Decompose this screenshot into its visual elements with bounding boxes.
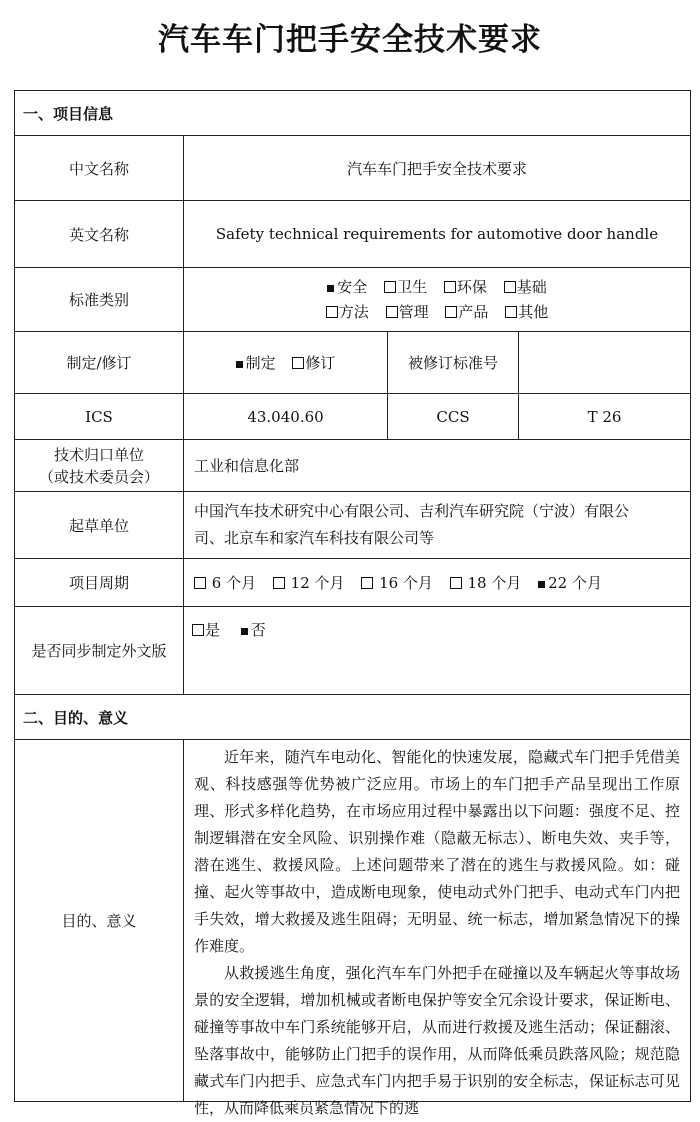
tech-unit-value: 工业和信息化部 — [184, 440, 691, 492]
project-info-table — [14, 90, 691, 1117]
cn-name-value: 汽车车门把手安全技术要求 — [184, 136, 691, 201]
std-type-option[interactable]: 其他 — [505, 300, 548, 325]
checkbox-icon — [505, 306, 517, 318]
checkbox-icon — [450, 577, 462, 589]
document-title: 汽车车门把手安全技术要求 — [158, 22, 542, 58]
checked-mark — [538, 581, 545, 588]
sync-options — [184, 607, 691, 695]
tech-unit-label — [15, 440, 184, 492]
drafter-value — [184, 492, 691, 559]
std-type-option[interactable]: 产品 — [445, 300, 488, 325]
std-type-option[interactable]: 方法 — [326, 300, 369, 325]
sync-option-no[interactable]: 否 — [241, 621, 266, 639]
checkbox-icon — [292, 357, 304, 369]
checkbox-icon — [445, 306, 457, 318]
ics-label: ICS — [15, 394, 184, 440]
checkbox-icon — [326, 306, 338, 318]
checkbox-icon — [192, 624, 204, 636]
checked-mark — [236, 361, 243, 368]
revise-label: 制定/修订 — [15, 332, 184, 394]
period-option[interactable]: 16 个月 — [361, 572, 433, 593]
purpose-label: 目的、意义 — [15, 740, 184, 1102]
purpose-paragraph-2: 从救援逃生角度，强化汽车车门外把手在碰撞以及车辆起火等事故场景的安全逻辑，增加机械或者断电保护等安全冗余设计要求，保证断电、碰撞等事故中车门系统能够开启，从而进行救援及逃生活动；保证翻滚、坠落事故中，能够防止门把手的误作用，从而降低乘员跌落风险；规范隐藏式车门内把手、应急式车门内把手易于识别的安全标志，保证标志可见性，从而降低乘员紧急情况下的逃 — [194, 964, 681, 1117]
cn-name-label: 中文名称 — [15, 136, 184, 201]
tech-unit-label-line1: 技术归口单位 — [53, 445, 144, 464]
en-name-value: Safety technical requirements for automotive door handle — [184, 201, 691, 268]
checkbox-icon — [194, 577, 206, 589]
revised-std-label: 被修订标准号 — [388, 332, 519, 394]
sync-label: 是否同步制定外文版 — [15, 607, 184, 695]
ccs-label: CCS — [388, 394, 519, 440]
std-type-option[interactable]: 安全 — [327, 275, 367, 300]
std-type-label: 标准类别 — [15, 268, 184, 332]
drafter-line1: 中国汽车技术研究中心有限公司、吉利汽车研究院（宁波）有限公 — [194, 502, 630, 520]
ccs-value: T 26 — [519, 394, 691, 440]
checkbox-icon — [384, 281, 396, 293]
period-option[interactable]: 6 个月 — [194, 572, 256, 593]
period-option[interactable]: 12 个月 — [273, 572, 345, 593]
purpose-paragraph-1: 近年来，随汽车电动化、智能化的快速发展，隐藏式车门把手凭借美观、科技感强等优势被广泛应用。市场上的车门把手产品呈现出工作原理、形式多样化趋势，在市场应用过程中暴露出以下问题：强度不足、控制逻辑潜在安全风险、识别操作难（隐蔽无标志）、断电失效、夹手等，潜在逃生、救援风险。上述问题带来了潜在的逃生与救援风险。如：碰撞、起火等事故中，造成断电现象，使电动式外门把手、电动式车门内把手失效，增大救援及逃生阻碍；无明显、统一标志，增加紧急情况下的操作难度。 — [194, 748, 681, 955]
std-type-option[interactable]: 卫生 — [384, 275, 427, 300]
drafter-line2: 司、北京车和家汽车科技有限公司等 — [194, 529, 435, 547]
en-name-label: 英文名称 — [15, 201, 184, 268]
checkbox-icon — [386, 306, 398, 318]
drafter-label: 起草单位 — [15, 492, 184, 559]
checkbox-icon — [273, 577, 285, 589]
std-type-options — [184, 268, 691, 332]
revised-std-value[interactable] — [519, 332, 691, 394]
period-option[interactable]: 18 个月 — [450, 572, 522, 593]
tech-unit-label-line2: （或技术委员会） — [38, 467, 159, 486]
ics-value: 43.040.60 — [184, 394, 388, 440]
checked-mark — [241, 628, 248, 635]
std-type-row1 — [184, 275, 690, 300]
period-option[interactable]: 22 个月 — [538, 572, 602, 593]
revise-options — [184, 332, 388, 394]
section-project-info: 一、项目信息 — [15, 91, 691, 136]
checkbox-icon — [504, 281, 516, 293]
std-type-row2 — [184, 300, 690, 325]
std-type-option[interactable]: 环保 — [444, 275, 487, 300]
period-label: 项目周期 — [15, 559, 184, 607]
section-purpose: 二、目的、意义 — [15, 695, 691, 740]
period-options — [184, 559, 691, 607]
revise-option-revise[interactable]: 修订 — [292, 352, 335, 373]
checkbox-icon — [361, 577, 373, 589]
purpose-content — [184, 740, 691, 1117]
revise-option-new[interactable]: 制定 — [236, 352, 276, 373]
std-type-option[interactable]: 基础 — [504, 275, 547, 300]
checkbox-icon — [444, 281, 456, 293]
checked-mark — [327, 285, 334, 292]
sync-option-yes[interactable]: 是 — [192, 621, 220, 639]
std-type-option[interactable]: 管理 — [386, 300, 429, 325]
